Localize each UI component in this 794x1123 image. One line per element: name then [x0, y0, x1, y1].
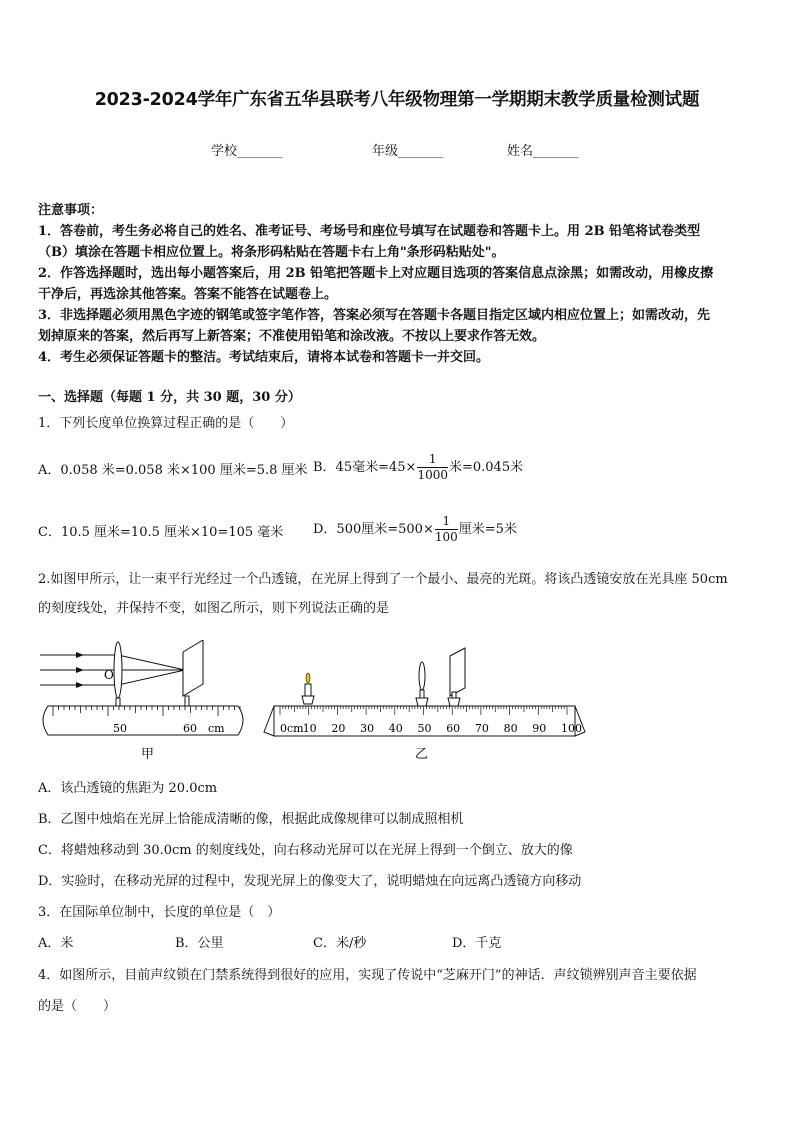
notice-line: 1．答卷前，考生务必将自己的姓名、准考证号、考场号和座位号填写在试题卷和答题卡上。用 2B 铅笔将试卷类型 — [38, 224, 701, 239]
fraction: $\frac{1}{1000}$ — [417, 452, 448, 482]
notice-line: （B）填涂在答题卡相应位置上。将条形码粘贴在答题卡右上角"条形码粘贴处"。 — [38, 245, 505, 260]
q2-option-c: C．将蜡烛移动到 30.0cm 的刻度线处，向右移动光屏可以在光屏上得到一个倒立、放大的像 — [38, 843, 573, 858]
q3-option-d: D．千克 — [452, 936, 502, 951]
q2-option-d: D．实验时，在移动光屏的过程中，发现光屏上的像变大了，说明蜡烛在向远离凸透镜方向移动 — [38, 874, 582, 889]
q1-option-a: A．0.058 米=0.058 米×100 厘米=5.8 厘米 — [38, 463, 308, 478]
tick-label: 40 — [388, 722, 403, 735]
tick-label: 30 — [360, 722, 375, 735]
q1-option-d: D．500厘米=500× $\frac{1}{100}$ 厘米=5米 — [313, 514, 517, 544]
q3-option-b: B．公里 — [175, 936, 224, 951]
q3-option-c: C．米/秒 — [313, 936, 367, 951]
q1-option-c: C．10.5 厘米=10.5 厘米×10=105 毫米 — [38, 525, 284, 540]
figure-label: 乙 — [415, 747, 429, 762]
tick-label: 20 — [331, 722, 346, 735]
page-title: 2023-2024学年广东省五华县联考八年级物理第一学期期末教学质量检测试题 — [94, 90, 700, 110]
fraction: $\frac{1}{100}$ — [434, 514, 458, 544]
tick-label: 80 — [503, 722, 518, 735]
q3-stem: 3．在国际单位制中，长度的单位是（ ） — [38, 905, 281, 920]
notice-heading: 注意事项： — [38, 203, 104, 218]
figure-yi — [262, 640, 587, 765]
q1-stem: 1．下列长度单位换算过程正确的是（ ） — [38, 416, 294, 431]
q2-option-b: B．乙图中烛焰在光屏上恰能成清晰的像，根据此成像规律可以制成照相机 — [38, 812, 464, 827]
q2-option-a: A．该凸透镜的焦距为 20.0cm — [38, 781, 218, 796]
figure-label: 甲 — [141, 747, 155, 762]
q3-option-a: A．米 — [38, 936, 74, 951]
q2-stem: 的刻度线处，并保持不变，如图乙所示，则下列说法正确的是 — [38, 601, 390, 616]
q2-stem: 2.如图甲所示，让一束平行光经过一个凸透镜，在光屏上得到了一个最小、最亮的光斑。将该凸透镜安放在光具座 50cm — [38, 572, 728, 587]
tick-label: 60 — [183, 722, 197, 735]
q4-stem: 的是（ ） — [38, 999, 117, 1014]
tick-label: 50 — [417, 722, 432, 735]
school-field: 学校_______ — [211, 144, 283, 159]
section-heading: 一、选择题（每题 1 分，共 30 题，30 分） — [38, 390, 301, 405]
tick-label: 50 — [113, 722, 127, 735]
name-field: 姓名_______ — [507, 144, 579, 159]
tick-label: 70 — [474, 722, 489, 735]
notice-line: 4．考生必须保证答题卡的整洁。考试结束后，请将本试卷和答题卡一并交回。 — [38, 350, 490, 365]
tick-label: 10 — [302, 722, 317, 735]
tick-label: 0cm — [280, 722, 304, 735]
point-o-label: O — [104, 668, 114, 682]
figure-jia — [38, 640, 248, 765]
tick-label: 60 — [446, 722, 461, 735]
q1-option-b: B．45毫米=45× $\frac{1}{1000}$ 米=0.045米 — [313, 452, 524, 482]
notice-line: 2．作答选择题时，选出每小题答案后，用 2B 铅笔把答题卡上对应题目选项的答案信息点涂黑；如需改动，用橡皮擦 — [38, 266, 714, 281]
grade-field: 年级_______ — [372, 144, 444, 159]
tick-label: 90 — [532, 722, 547, 735]
q4-stem: 4．如图所示，目前声纹锁在门禁系统得到很好的应用，实现了传说中“芝麻开门”的神话．声纹锁辨别声音主要依据 — [38, 968, 697, 983]
notice-line: 3．非选择题必须用黑色字迹的钢笔或签字笔作答，答案必须写在答题卡各题目指定区域内相应位置上；如需改动，先 — [38, 308, 711, 323]
notice-line: 干净后，再选涂其他答案。答案不能答在试题卷上。 — [38, 287, 338, 302]
unit-label: cm — [208, 722, 225, 735]
tick-label: 100 — [561, 722, 582, 735]
notice-line: 划掉原来的答案，然后再写上新答案；不准使用铅笔和涂改液。不按以上要求作答无效。 — [38, 329, 546, 344]
